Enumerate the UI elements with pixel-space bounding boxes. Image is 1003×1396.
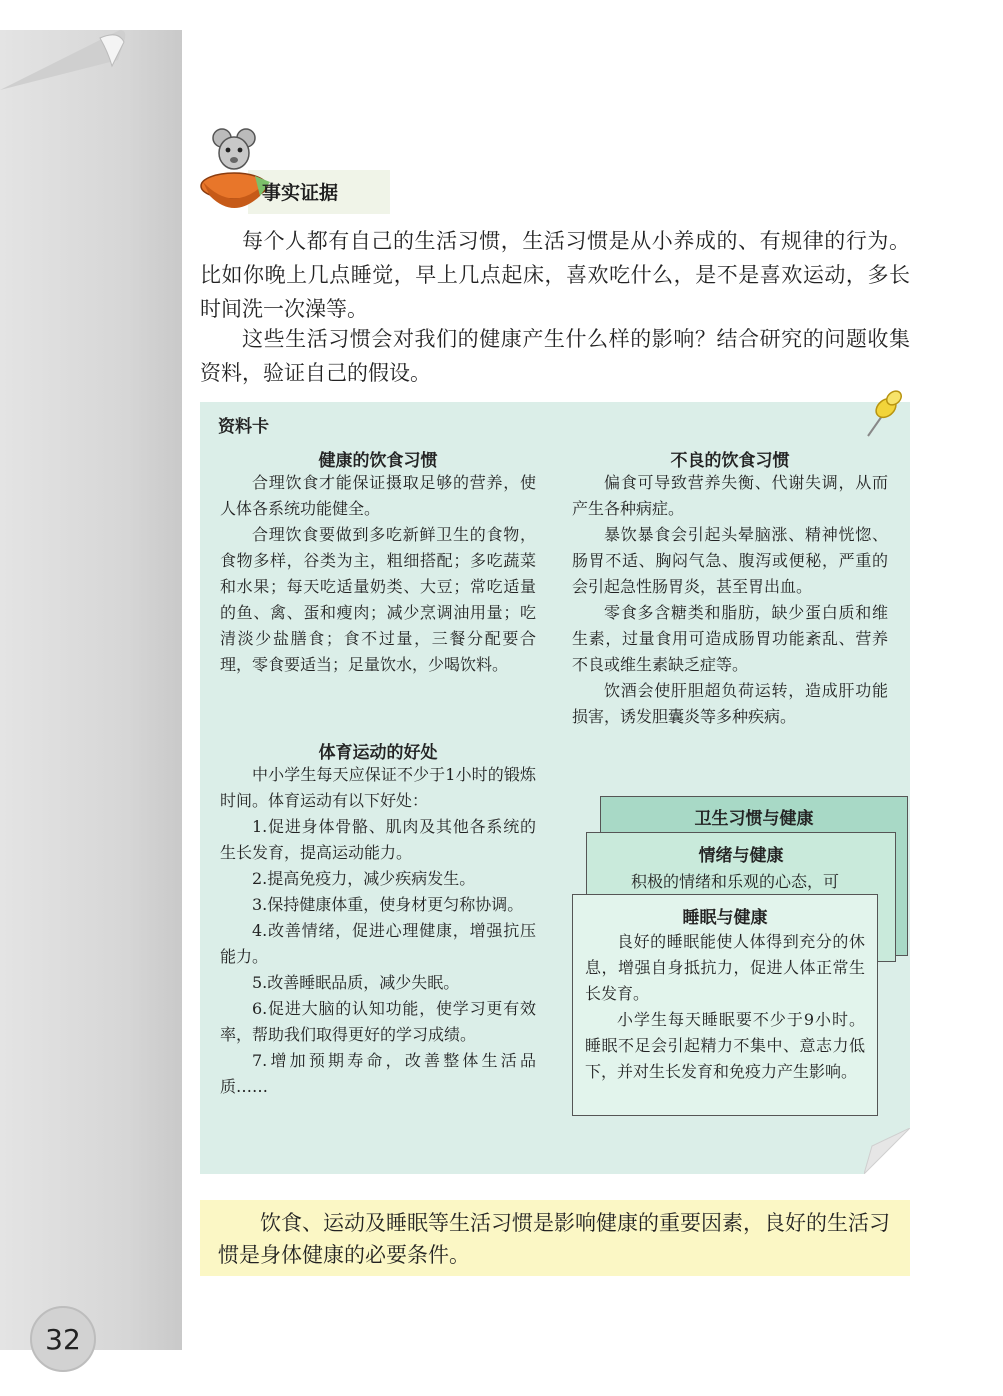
- mascot-icon: [200, 120, 270, 215]
- sleep-text: [585, 929, 865, 1085]
- corner-fold: [864, 1128, 910, 1174]
- bad-diet-paragraph: 偏食可导致营养失衡、代谢失调，从而产生各种病症。: [572, 473, 888, 518]
- sleep-title: 睡眠与健康: [682, 908, 768, 928]
- emotion-paragraph: 积极的情绪和乐观的心态，可: [631, 872, 840, 891]
- healthy-diet-heading: 健康的饮食习惯: [318, 451, 438, 471]
- bad-diet-paragraph: 饮酒会使肝胆超负荷运转，造成肝功能损害，诱发胆囊炎等多种疾病。: [572, 681, 888, 726]
- summary-box: [200, 1200, 910, 1276]
- healthy-diet-text: [220, 470, 536, 678]
- bad-diet-paragraph: 零食多含糖类和脂肪，缺少蛋白质和维生素，过量食用可造成肠胃功能紊乱、营养不良或维生素缺乏症等。: [572, 603, 888, 674]
- intro-text-1: 每个人都有自己的生活习惯，生活习惯是从小养成的、有规律的行为。比如你晚上几点睡觉，早上几点起床，喜欢吃什么，是不是喜欢运动，多长时间洗一次澡等。: [200, 229, 910, 321]
- exercise-heading: 体育运动的好处: [318, 743, 438, 763]
- emotion-title: 情绪与健康: [698, 846, 784, 866]
- hygiene-title: 卫生习惯与健康: [694, 809, 814, 829]
- intro-paragraph-1: [200, 224, 910, 326]
- exercise-intro: 中小学生每天应保证不少于1小时的锻炼时间。体育运动有以下好处：: [220, 765, 536, 810]
- section-title: 事实证据: [262, 182, 339, 204]
- intro-text-2: 这些生活习惯会对我们的健康产生什么样的影响？结合研究的问题收集资料，验证自己的假设。: [200, 327, 910, 385]
- exercise-item: 4.改善情绪，促进心理健康，增强抗压能力。: [220, 921, 536, 966]
- healthy-diet-paragraph: 合理饮食要做到多吃新鲜卫生的食物，食物多样，谷类为主，粗细搭配；多吃蔬菜和水果；每天吃适量奶类、大豆；常吃适量的鱼、禽、蛋和瘦肉；减少烹调油用量；吃清淡少盐膳食；食不过量，三餐分配要合理，零食要适当；足量饮水，少喝饮料。: [220, 525, 536, 674]
- healthy-diet-paragraph: 合理饮食才能保证摄取足够的营养，使人体各系统功能健全。: [220, 473, 536, 518]
- bad-diet-heading: 不良的饮食习惯: [670, 451, 790, 471]
- exercise-item: 6.促进大脑的认知功能，使学习更有效率，帮助我们取得更好的学习成绩。: [220, 999, 536, 1044]
- page-number: 32: [30, 1306, 96, 1372]
- intro-paragraph-2: [200, 322, 910, 390]
- exercise-item: 2.提高免疫力，减少疾病发生。: [252, 869, 476, 888]
- sleep-paragraph: 良好的睡眠能使人体得到充分的休息，增强自身抵抗力，促进人体正常生长发育。: [585, 932, 865, 1003]
- exercise-text: [220, 762, 536, 1100]
- sleep-paragraph: 小学生每天睡眠要不少于9小时。睡眠不足会引起精力不集中、意志力低下，并对生长发育和免疫力产生影响。: [585, 1010, 865, 1081]
- emotion-text: [599, 869, 885, 895]
- bad-diet-text: [572, 470, 888, 730]
- exercise-item: 7.增加预期寿命，改善整体生活品质……: [220, 1051, 536, 1096]
- exercise-item: 1.促进身体骨骼、肌肉及其他各系统的生长发育，提高运动能力。: [220, 817, 536, 862]
- card-title: 资料卡: [218, 417, 269, 437]
- pushpin-icon: [856, 384, 906, 444]
- sleep-sheet: [572, 894, 878, 1116]
- bad-diet-paragraph: 暴饮暴食会引起头晕脑涨、精神恍惚、肠胃不适、胸闷气急、腹泻或便秘，严重的会引起急性肠胃炎，甚至胃出血。: [572, 525, 888, 596]
- exercise-item: 5.改善睡眠品质，减少失眠。: [252, 973, 460, 992]
- exercise-item: 3.保持健康体重，使身材更匀称协调。: [252, 895, 524, 914]
- section-header: [200, 120, 400, 215]
- side-strip: [0, 30, 182, 1350]
- page-curl-decoration: [0, 0, 182, 90]
- summary-text: 饮食、运动及睡眠等生活习惯是影响健康的重要因素，良好的生活习惯是身体健康的必要条件。: [218, 1211, 890, 1267]
- info-card: [200, 402, 910, 1174]
